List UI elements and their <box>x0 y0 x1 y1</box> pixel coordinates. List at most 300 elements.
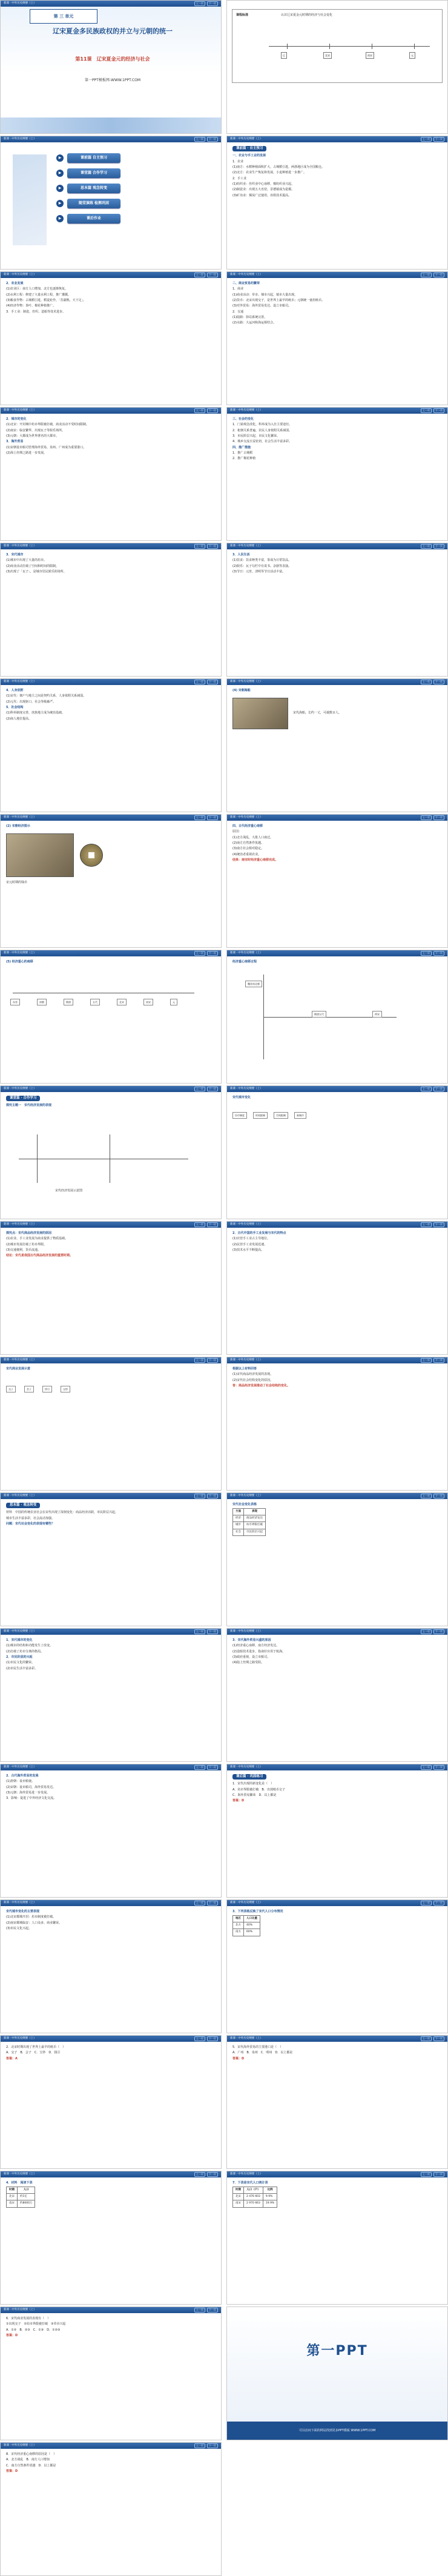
content-slide[interactable] <box>0 1492 222 1626</box>
timeline-box <box>232 9 443 83</box>
content-slide[interactable] <box>0 1357 222 1491</box>
menu-button[interactable]: 思本篇 观念转变 <box>67 184 120 193</box>
menu-button[interactable]: 课堂篇 合作学习 <box>67 168 120 178</box>
prev-button[interactable]: 上一页 <box>421 1222 432 1227</box>
slide-header <box>227 1086 447 1092</box>
content-slide[interactable] <box>0 1085 222 1219</box>
image-caption: 宋元时期的钱币 <box>6 880 28 884</box>
diagram-node: 东晋 <box>10 999 20 1005</box>
content-slide[interactable] <box>226 678 448 812</box>
slide-header <box>1 2443 221 2449</box>
cover-slide[interactable] <box>0 0 222 134</box>
prev-button[interactable]: 上一页 <box>194 680 205 684</box>
slide-header <box>1 1086 221 1092</box>
table-cell: 约1亿 <box>18 2194 35 2200</box>
next-button[interactable]: 下一页 <box>433 273 444 277</box>
table-cell: 9.9% <box>263 2194 277 2200</box>
decorative-image <box>13 154 47 245</box>
decorative-strip <box>1 118 221 133</box>
timeline-tick <box>329 44 330 49</box>
data-table <box>232 2187 277 2207</box>
content-slide[interactable] <box>0 1899 222 2033</box>
section-heading: 一、农业与手工业的发展 <box>232 154 266 158</box>
next-button[interactable]: 下一页 <box>433 544 444 549</box>
diagram-node: 宝钞 <box>61 1386 70 1392</box>
prev-button[interactable]: 上一页 <box>194 273 205 277</box>
next-button[interactable]: 下一页 <box>207 544 218 549</box>
header-text: 新课 · 中外历史纲要（上） <box>230 1087 263 1090</box>
prev-button[interactable]: 上一页 <box>421 1629 432 1634</box>
table-cell: 城市 <box>233 1522 244 1529</box>
text-line: 8．宋代经济重心南移的原因是（ ） <box>6 2452 57 2456</box>
next-button[interactable]: 下一页 <box>207 1629 218 1634</box>
text-line: 3．宋代海外贸易兴盛的原因 <box>232 1638 271 1642</box>
content-slide[interactable] <box>0 1221 222 1355</box>
section-heading: 三、社会的变化 <box>232 417 254 421</box>
text-line: 材料 中国的传统农业社会在宋代出现了深刻变化：商品经济活跃，市民阶层兴起， <box>6 1511 119 1515</box>
site-link[interactable]: 第一PPT模板网-WWW.1PPT.COM <box>84 78 141 82</box>
content-slide[interactable] <box>0 271 222 405</box>
content-slide[interactable] <box>0 2171 222 2305</box>
prev-button[interactable]: 上一页 <box>194 2172 205 2177</box>
text-line: 5．宋代海外贸易的主要港口是（ ） <box>232 2045 283 2049</box>
header-text: 新课 · 中外历史纲要（上） <box>230 1766 263 1769</box>
prev-button[interactable]: 上一页 <box>194 2443 205 2448</box>
data-table <box>232 1508 266 1535</box>
text-line: (2)南方自然条件优越。 <box>232 841 265 846</box>
header-text: 新课 · 中外历史纲要（上） <box>230 1630 263 1633</box>
slide-header <box>227 408 447 414</box>
text-line: 2．古代海外贸易的发展 <box>6 1774 39 1778</box>
prev-button[interactable]: 上一页 <box>194 1629 205 1634</box>
menu-item[interactable] <box>56 184 177 193</box>
next-button[interactable]: 下一页 <box>207 2443 218 2448</box>
next-button[interactable]: 下一页 <box>207 2036 218 2041</box>
slide-header <box>227 1357 447 1363</box>
content-slide[interactable] <box>0 1628 222 1762</box>
next-button[interactable]: 下一页 <box>433 1222 444 1227</box>
next-button[interactable]: 下一页 <box>433 680 444 684</box>
header-text: 新课 · 中外历史纲要（上） <box>4 1359 36 1362</box>
diagram-node: 交子 <box>6 1386 16 1392</box>
table-cell: 经济 <box>233 1515 244 1522</box>
prev-button[interactable]: 上一页 <box>194 1358 205 1363</box>
next-button[interactable]: 下一页 <box>207 1 218 6</box>
content-slide[interactable] <box>226 1628 448 1762</box>
next-button[interactable]: 下一页 <box>207 951 218 956</box>
table-cell: 南宋 <box>7 2200 18 2207</box>
prev-button[interactable]: 上一页 <box>194 408 205 413</box>
prev-button[interactable]: 上一页 <box>421 544 432 549</box>
diagram-node: 北宋 <box>117 999 127 1005</box>
text-line: (3)对外贸易：海外贸易发达，设立市舶司。 <box>232 304 292 308</box>
text-line: 1．推广占城稻 <box>232 451 253 455</box>
next-button[interactable]: 下一页 <box>207 1901 218 1906</box>
header-text: 新课 · 中外历史纲要（上） <box>4 409 36 412</box>
text-line: 3．宋代城市 <box>6 553 24 557</box>
content-slide[interactable] <box>0 2442 222 2576</box>
table-cell: 方面 <box>233 1509 244 1515</box>
text-line: (3)市民文化兴起。 <box>6 1927 32 1931</box>
timeline-title: 认识辽宋夏金元时期的经济与社会变化 <box>281 13 333 17</box>
section-heading: 2．古代中国的手工业发展与宋代的特点 <box>232 1231 286 1235</box>
text-line: (4)陆上丝绸之路受阻。 <box>232 1661 265 1665</box>
menu-list <box>56 153 177 229</box>
menu-item[interactable] <box>56 214 177 223</box>
menu-item[interactable] <box>56 153 177 163</box>
content-slide[interactable] <box>0 2035 222 2169</box>
next-button[interactable]: 下一页 <box>207 2172 218 2177</box>
text-line: 5．社会结构 <box>6 706 24 710</box>
content-slide[interactable] <box>226 407 448 541</box>
menu-button[interactable]: 课后作业 <box>67 214 120 223</box>
next-button[interactable]: 下一页 <box>433 951 444 956</box>
text-line: (1)北宋：开封城中坊市界限被打破，商业活动不受时间限制。 <box>6 423 90 427</box>
next-button[interactable]: 下一页 <box>433 408 444 413</box>
text-line: (3)矿冶业：煤炭广泛使用，冶铁技术提高。 <box>232 193 292 197</box>
slide-header <box>227 815 447 821</box>
header-text: 新课 · 中外历史纲要（上） <box>230 1223 263 1226</box>
next-button[interactable]: 下一页 <box>433 815 444 820</box>
section-heading: 宋代社会变化表格 <box>232 1503 257 1506</box>
text-line: 3．手工业：制瓷、丝织、造船等技术进步。 <box>6 310 66 314</box>
slide-header <box>227 543 447 549</box>
table-row <box>233 1922 260 1929</box>
next-button[interactable]: 下一页 <box>207 815 218 820</box>
text-line: (2)打破了坊市分离的格局。 <box>6 1649 44 1654</box>
table-cell: 约8000万 <box>18 2200 35 2207</box>
content-slide[interactable] <box>226 2171 448 2305</box>
header-text: 新课 · 中外历史纲要（上） <box>230 137 263 141</box>
slide-header <box>1 815 221 821</box>
table-row <box>233 1509 266 1515</box>
table-cell: 地区 <box>233 1916 244 1922</box>
data-table <box>232 1915 260 1936</box>
content-slide[interactable] <box>226 1085 448 1219</box>
prev-button[interactable]: 上一页 <box>194 1765 205 1770</box>
header-text: 新课 · 中外历史纲要（上） <box>230 1359 263 1362</box>
text-line: (1)宋代：佃户与地主之间是契约关系，人身依附关系减弱。 <box>6 694 87 698</box>
preview-slide[interactable] <box>226 136 448 270</box>
content-slide[interactable] <box>226 814 448 948</box>
prev-button[interactable]: 上一页 <box>194 815 205 820</box>
header-text: 新课 · 中外历史纲要（上） <box>4 680 36 683</box>
ad-link[interactable]: 可以访问下面的网站找到更多PPT模板 WWW.1PPT.COM <box>227 2422 447 2440</box>
timeline-item: 北宋 <box>323 52 332 59</box>
prev-button[interactable]: 上一页 <box>421 2036 432 2041</box>
table-cell: 社会 <box>233 1529 244 1535</box>
slide-header <box>227 679 447 685</box>
prev-button[interactable]: 上一页 <box>421 2172 432 2177</box>
text-line: 答：商品经济发展推动了社会结构的变化。 <box>232 1384 291 1388</box>
section-heading: 宋代商业发展示意 <box>6 1367 31 1371</box>
answer-text: 答案：D <box>6 2334 18 2338</box>
next-button[interactable]: 下一页 <box>207 1765 218 1770</box>
header-text: 新课 · 中外历史纲要（上） <box>4 1494 36 1497</box>
table-row <box>233 1515 266 1522</box>
content-slide[interactable] <box>0 407 222 541</box>
content-slide[interactable] <box>226 271 448 405</box>
table-row <box>7 2200 35 2207</box>
slide-header <box>1 2307 221 2313</box>
text-line: (1)商业活动：草市、墟市兴起，镇市大量出现。 <box>232 293 298 297</box>
content-slide[interactable] <box>0 678 222 812</box>
prev-button[interactable]: 上一页 <box>194 137 205 142</box>
next-button[interactable]: 下一页 <box>207 2308 218 2313</box>
slide-header <box>227 1222 447 1228</box>
text-line: 1．门第观念淡化，科举成为入仕主要途径。 <box>232 423 292 427</box>
header-text: 新课 · 中外历史纲要（上） <box>230 2037 263 2040</box>
header-text: 新课 · 中外历史纲要（上） <box>4 137 36 141</box>
table-cell: 时期 <box>7 2187 18 2194</box>
header-text: 新课 · 中外历史纲要（上） <box>4 2 36 5</box>
table-cell: 坊市界限打破 <box>244 1522 266 1529</box>
content-slide[interactable] <box>226 543 448 677</box>
table-cell: 南宋 <box>233 2200 244 2207</box>
slide-header <box>227 136 447 142</box>
text-line: 2．推广棉花种植 <box>232 457 256 461</box>
content-slide[interactable] <box>226 1899 448 2033</box>
table-cell: 市民阶层兴起 <box>244 1529 266 1535</box>
text-line: 3．市民阶层兴起，市民文化繁荣。 <box>232 434 280 439</box>
text-line: (1)北宋都城开封：坊市制度被打破。 <box>6 1915 56 1919</box>
slide-header <box>1 1629 221 1635</box>
menu-button[interactable]: 课前篇 自主预习 <box>67 153 120 163</box>
section-heading: 二、商业贸易的繁荣 <box>232 282 260 285</box>
text-line: (3)技术水平不断提高。 <box>232 1248 265 1253</box>
brand-logo: 第一PPT <box>306 2343 368 2359</box>
ship-image <box>232 698 288 729</box>
slide-header <box>227 950 447 956</box>
next-button[interactable]: 下一页 <box>433 2172 444 2177</box>
text-line: (1)纺织业：丝织业中心南移，棉纺织业兴起。 <box>232 182 295 187</box>
text-line: 4．城乡交流日益密切，社会生活丰富多彩。 <box>232 440 292 444</box>
table-cell: 40% <box>244 1922 260 1929</box>
next-button[interactable]: 下一页 <box>207 1222 218 1227</box>
next-button[interactable]: 下一页 <box>207 273 218 277</box>
prev-button[interactable]: 上一页 <box>194 1494 205 1498</box>
content-slide[interactable] <box>0 2306 222 2440</box>
text-line: (2)货币：北宋出现交子，是世界上最早的纸币；元朝统一使用纸币。 <box>232 299 325 303</box>
text-line: 6．宋代商业发展的表现有（ ） <box>6 2317 51 2320</box>
content-slide[interactable] <box>226 1357 448 1491</box>
text-line: ①出现交子 ②坊市界限被打破 ③草市兴起 <box>6 2322 66 2326</box>
text-line: (2)造船技术进步，指南针应用于航海。 <box>232 1649 286 1654</box>
content-slide[interactable] <box>0 950 222 1084</box>
diagram-node: 南朝 <box>37 999 47 1005</box>
next-button[interactable]: 下一页 <box>433 1765 444 1770</box>
prev-button[interactable]: 上一页 <box>421 1901 432 1906</box>
next-button[interactable]: 下一页 <box>207 680 218 684</box>
text-line: C．海外贸易繁荣 D．以上都是 <box>232 1793 277 1798</box>
slide-header <box>1 1900 221 1906</box>
text-line: 1．商业 <box>232 287 244 291</box>
section-heading: 3．下列表格反映了宋代人口分布情况 <box>232 1910 283 1913</box>
diagram-node: 隋唐五代 <box>312 1011 326 1018</box>
header-text: 新课 · 中外历史纲要（上） <box>230 952 263 955</box>
next-button[interactable]: 下一页 <box>433 2036 444 2041</box>
slide-header <box>227 272 447 278</box>
text-line: (2)商业活动打破了空间和时间的限制。 <box>6 564 59 568</box>
text-line: (2)娱乐：瓦子勾栏中有说书、杂剧等表演。 <box>232 564 292 568</box>
text-line: A．①② B．②③ C．①③ D．①②③ <box>6 2328 61 2332</box>
prev-button[interactable]: 上一页 <box>421 137 432 142</box>
prev-button[interactable]: 上一页 <box>421 1494 432 1498</box>
menu-item[interactable] <box>56 168 177 178</box>
diagram-line <box>37 1134 38 1183</box>
prev-button[interactable]: 上一页 <box>421 1765 432 1770</box>
text-line: (1)官营手工业占主导地位。 <box>232 1237 271 1241</box>
section-heading: 探究主题一 宋代经济发展的表现 <box>6 1104 52 1108</box>
header-text: 新课 · 中外历史纲要（上） <box>4 816 36 819</box>
slide-header <box>1 1493 221 1499</box>
prev-button[interactable]: 上一页 <box>194 1901 205 1906</box>
section-pill: 课后篇 · 巩固练习 <box>232 1774 266 1780</box>
text-line: (2)市民生活丰富多彩。 <box>6 1666 38 1670</box>
content-slide[interactable] <box>226 1492 448 1626</box>
prev-button[interactable]: 上一页 <box>194 1222 205 1227</box>
menu-button[interactable]: 随堂演练 检测巩固 <box>67 199 120 208</box>
text-line: 2．手工业 <box>232 176 247 180</box>
diagram-node: 时间限制 <box>253 1112 268 1119</box>
text-line: 3．人民生活 <box>232 553 250 557</box>
table-cell: 2 476 603 <box>244 2194 263 2200</box>
prev-button[interactable]: 上一页 <box>194 544 205 549</box>
diagram-node: 新城市 <box>294 1112 306 1119</box>
table-row <box>233 1916 260 1922</box>
timeline-tick <box>414 44 415 49</box>
arrow-icon: ▶ <box>56 215 64 222</box>
prev-button[interactable]: 上一页 <box>421 951 432 956</box>
text-line: C．南方自然条件优越 D．以上都是 <box>6 2463 56 2468</box>
table-row <box>233 1522 266 1529</box>
next-button[interactable]: 下一页 <box>433 1629 444 1634</box>
prev-button[interactable]: 上一页 <box>194 951 205 956</box>
table-cell: 人口（户） <box>244 2187 263 2194</box>
content-slide[interactable] <box>0 1764 222 1898</box>
menu-slide[interactable] <box>0 136 222 270</box>
prev-button[interactable]: 上一页 <box>194 2036 205 2041</box>
section-pill: 课堂篇 · 合作学习 <box>6 1096 40 1101</box>
prev-button[interactable]: 上一页 <box>421 680 432 684</box>
diagram-node: 南宋 <box>143 999 153 1005</box>
text-line: 3．海外贸易 <box>6 440 24 444</box>
content-slide[interactable] <box>226 1221 448 1355</box>
header-text: 新课 · 中外历史纲要（上） <box>4 1901 36 1904</box>
text-line: (2)水利工程：修建了大量水利工程，推广灌溉。 <box>6 293 71 297</box>
next-button[interactable]: 下一页 <box>433 137 444 142</box>
timeline-item: 辽 <box>281 52 287 59</box>
text-line: (1)唐朝：设市舶使。 <box>6 1780 35 1784</box>
ad-slide[interactable] <box>226 2306 448 2440</box>
arrow-icon: ▶ <box>56 185 64 192</box>
next-button[interactable]: 下一页 <box>207 1087 218 1091</box>
lesson-title: 第11课 辽宋夏金元的经济与社会 <box>75 56 150 62</box>
next-button[interactable]: 下一页 <box>433 1494 444 1498</box>
prev-button[interactable]: 上一页 <box>194 1 205 6</box>
coin-image <box>80 844 103 867</box>
slide-header <box>1 2036 221 2042</box>
header-text: 新课 · 中外历史纲要（上） <box>230 816 263 819</box>
section-heading: (5) 经济重心的南移 <box>6 960 33 964</box>
table-cell: 南方 <box>233 1929 244 1936</box>
table-row <box>233 1929 260 1936</box>
menu-item[interactable] <box>56 199 177 208</box>
table-cell: 表现 <box>244 1509 266 1515</box>
text-line: 探究点：宋代商品经济发展的原因 <box>6 1231 52 1235</box>
text-line: (2)水路：大运河和海运相结合。 <box>232 321 277 325</box>
diagram-caption: 宋代经济发展示意图 <box>55 1189 83 1193</box>
header-text: 新课 · 中外历史纲要（上） <box>4 1223 36 1226</box>
header-text: 新课 · 中外历史纲要（上） <box>4 2308 36 2311</box>
curriculum-slide[interactable] <box>226 0 448 134</box>
prev-button[interactable]: 上一页 <box>421 815 432 820</box>
arrow-icon: ▶ <box>56 170 64 177</box>
header-text: 新课 · 中外历史纲要（上） <box>4 545 36 548</box>
prev-button[interactable]: 上一页 <box>194 2308 205 2313</box>
answer-text: 答案：D <box>232 2056 245 2061</box>
slide-header <box>1 679 221 685</box>
diagram-node: 钞引 <box>42 1386 52 1392</box>
timeline-item: 南宋 <box>366 52 374 59</box>
content-slide[interactable] <box>0 814 222 948</box>
text-line: (2)南宋都城临安：人口众多，商业繁荣。 <box>6 1921 62 1925</box>
slide-header <box>227 1900 447 1906</box>
text-line: (2)元代：出现驱口，社会等级森严。 <box>6 700 56 704</box>
next-button[interactable]: 下一页 <box>433 1087 444 1091</box>
section-pill: 课前篇 · 自主预习 <box>232 146 266 151</box>
next-button[interactable]: 下一页 <box>207 408 218 413</box>
content-slide[interactable] <box>226 950 448 1084</box>
prev-button[interactable]: 上一页 <box>421 1087 432 1091</box>
next-button[interactable]: 下一页 <box>433 1901 444 1906</box>
section-pill: 思本篇 · 观念转变 <box>6 1503 40 1508</box>
section-heading: 经济重心南移过程 <box>232 960 257 964</box>
slide-header <box>1 1 221 7</box>
prev-button[interactable]: 上一页 <box>421 1358 432 1363</box>
content-slide[interactable] <box>226 1764 448 1898</box>
slide-header <box>1 272 221 278</box>
text-line: (1)农业、手工业发展为商业提供了物质基础。 <box>6 1237 68 1241</box>
next-button[interactable]: 下一页 <box>207 1358 218 1363</box>
text-line: (1)城市中出现了大量的坊市。 <box>6 558 47 563</box>
text-line: A．坊市界限被打破 B．出现纸币交子 <box>232 1787 285 1792</box>
header-text: 新课 · 中外历史纲要（上） <box>4 2173 36 2176</box>
map-image <box>6 833 74 877</box>
text-line: (1)南方：水稻种植面积扩大，占城稻引进，两浙地区成为全国粮仓。 <box>232 165 325 170</box>
next-button[interactable]: 下一页 <box>433 1358 444 1363</box>
header-text: 新课 · 中外历史纲要（上） <box>4 1087 36 1090</box>
header-text: 新课 · 中外历史纲要（上） <box>230 273 263 276</box>
text-line: (3)出现了「瓦子」，是城市居民娱乐的场所。 <box>6 570 67 574</box>
slide-header <box>1 408 221 414</box>
text-line: 2．交通 <box>232 310 244 314</box>
text-line: (4)统治者重视农业。 <box>232 852 262 856</box>
content-slide[interactable] <box>226 2035 448 2169</box>
table-row <box>7 2194 35 2200</box>
content-slide[interactable] <box>0 543 222 677</box>
next-button[interactable]: 下一页 <box>207 137 218 142</box>
prev-button[interactable]: 上一页 <box>421 273 432 277</box>
diagram-node: 坊市制度 <box>232 1112 247 1119</box>
section-heading: 7．下表是宋代人口统计表 <box>232 2181 268 2185</box>
prev-button[interactable]: 上一页 <box>194 1087 205 1091</box>
next-button[interactable]: 下一页 <box>207 1494 218 1498</box>
prev-button[interactable]: 上一页 <box>421 408 432 413</box>
table-cell: 北方 <box>233 1922 244 1929</box>
slide-header <box>1 1764 221 1770</box>
table-cell: 比例 <box>263 2187 277 2194</box>
